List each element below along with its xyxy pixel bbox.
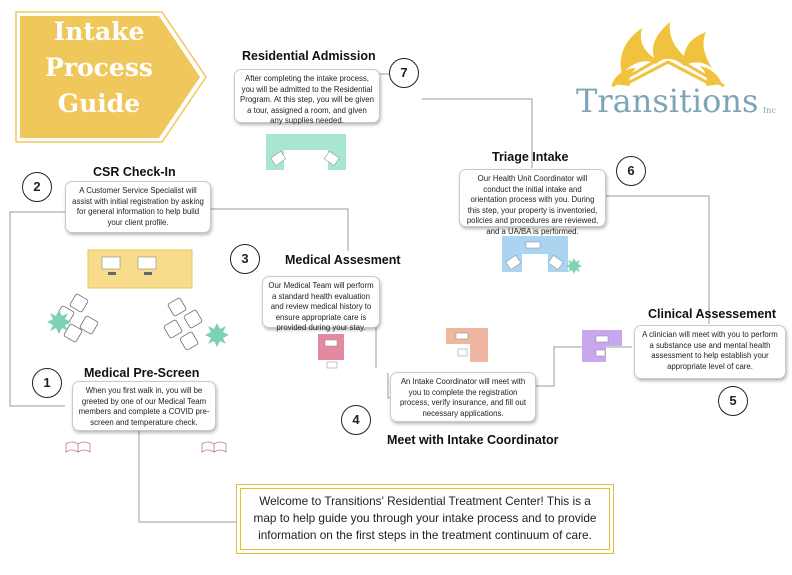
step-5-number: 5 [718, 386, 748, 416]
step-1-number: 1 [32, 368, 62, 398]
banner-line-2: Process [45, 53, 153, 82]
step-5-description: A clinician will meet with you to perform a substance use and mental health assessment to help establish your appropriate level of care. [634, 325, 786, 379]
step-4-title: Meet with Intake Coordinator [387, 433, 559, 447]
medical-desk-icon [318, 334, 344, 368]
step-3-description: Our Medical Team will perform a standard health evaluation and review medical history to ensure appropriate care is provided during your stay. [262, 276, 380, 328]
waiting-chairs-icon [55, 293, 202, 350]
step-5-title: Clinical Assessement [648, 307, 777, 321]
banner-line-3: Guide [57, 89, 141, 118]
clinical-desk-icon [582, 330, 622, 362]
csr-desk-icon [88, 250, 192, 288]
logo-wordmark: Transitions [576, 82, 759, 120]
step-2-number: 2 [22, 172, 52, 202]
banner-line-1: Intake [53, 17, 145, 46]
step-3-title: Medical Assesment [285, 253, 401, 267]
step-1-description: When you first walk in, you will be greeted by one of our Medical Team members and complete a COVID pre-screen and temperature check. [72, 381, 216, 431]
step-7-description: After completing the intake process, you will be admitted to the Residential Program. At this step, you will be given a tour, assigned a room, and given any supplies needed. [234, 69, 380, 123]
step-2-title: CSR Check-In [93, 165, 176, 179]
step-1-title: Medical Pre-Screen [84, 366, 200, 380]
step-6-number: 6 [616, 156, 646, 186]
step-6-title: Triage Intake [492, 150, 569, 164]
intake-desk-icon [446, 328, 488, 362]
step-7-title: Residential Admission [242, 49, 376, 63]
book-icon [66, 442, 226, 452]
welcome-text: Welcome to Transitions' Residential Treatment Center! This is a map to help guide you through your intake process and to provide information on the first steps in the treatment continuum of care. [253, 494, 597, 542]
step-4-number: 4 [341, 405, 371, 435]
step-6-description: Our Health Unit Coordinator will conduct the initial intake and orientation process with you. During this step, your property is inventoried, policies and procedures are reviewed, and a UA/BA is performed. [459, 169, 606, 227]
admission-desk-icon [266, 134, 346, 170]
step-2-description: A Customer Service Specialist will assist with initial registration by asking for general information to help build your client profile. [65, 181, 211, 233]
step-3-number: 3 [230, 244, 260, 274]
step-7-number: 7 [389, 58, 419, 88]
step-4-description: An Intake Coordinator will meet with you to complete the registration process, verify insurance, and fill out necessary applications. [390, 372, 536, 422]
welcome-box [236, 484, 614, 554]
triage-desk-icon [502, 236, 582, 274]
logo-inc: Inc [763, 106, 776, 115]
